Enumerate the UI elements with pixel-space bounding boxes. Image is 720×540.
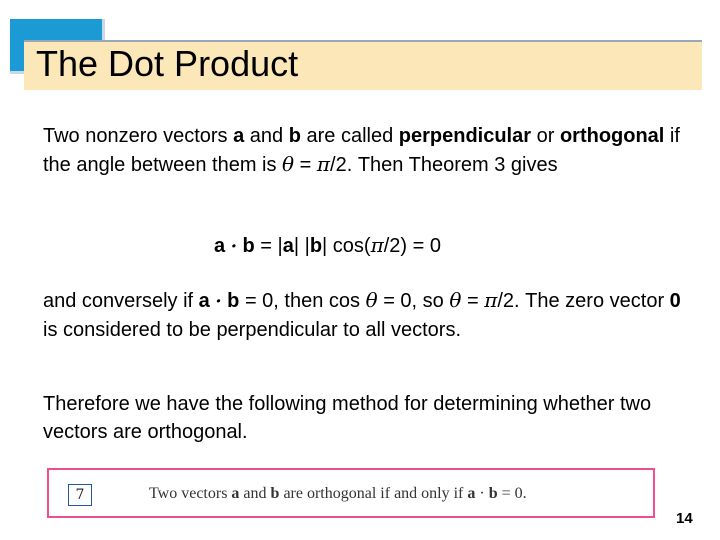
paragraph-method: Therefore we have the following method for determining whether two vectors are orthogonal. bbox=[43, 393, 652, 443]
vector-a: a bbox=[467, 485, 476, 502]
pi-symbol: π bbox=[316, 152, 331, 176]
text-segment: | | bbox=[293, 235, 310, 257]
text-segment: = bbox=[461, 290, 485, 312]
term-orthogonal: orthogonal bbox=[559, 125, 665, 147]
theta-symbol: θ bbox=[365, 288, 378, 312]
text-segment: = 0, so bbox=[377, 290, 450, 312]
theorem-number: 7 bbox=[68, 484, 92, 506]
vector-a: a bbox=[198, 290, 210, 312]
text-segment: and conversely if bbox=[43, 290, 199, 312]
vector-a: a bbox=[231, 485, 240, 502]
text-segment: Two nonzero vectors bbox=[43, 125, 234, 147]
vector-a: a bbox=[233, 125, 245, 147]
vector-a: a bbox=[214, 235, 226, 257]
vector-b: b bbox=[270, 485, 280, 502]
vector-a: a bbox=[282, 235, 294, 257]
term-perpendicular: perpendicular bbox=[398, 125, 532, 147]
text-segment: /2. The zero vector bbox=[497, 290, 670, 312]
text-segment: = bbox=[294, 154, 317, 176]
theorem-box bbox=[47, 468, 655, 518]
vector-b: b bbox=[309, 235, 323, 257]
text-segment: are orthogonal if and only if bbox=[279, 485, 468, 502]
dot-operator: · bbox=[475, 485, 489, 502]
text-segment: | cos( bbox=[322, 235, 371, 257]
theta-symbol: θ bbox=[282, 152, 295, 176]
text-segment: are called bbox=[300, 125, 399, 147]
dot-operator: · bbox=[215, 291, 222, 312]
text-segment: /2) = 0 bbox=[383, 235, 442, 257]
vector-b: b bbox=[227, 290, 240, 312]
dot-operator: · bbox=[230, 236, 237, 257]
equation-dot-product bbox=[214, 231, 441, 261]
text-segment: = | bbox=[254, 235, 283, 257]
text-segment: = 0, then cos bbox=[239, 290, 366, 312]
paragraph-converse bbox=[43, 286, 683, 344]
paragraph-definition bbox=[43, 122, 683, 179]
vector-b: b bbox=[288, 125, 301, 147]
text-segment: and bbox=[239, 485, 271, 502]
zero-vector: 0 bbox=[669, 290, 681, 312]
text-segment: = 0. bbox=[497, 485, 527, 502]
text-segment: is considered to be perpendicular to all vectors. bbox=[43, 319, 462, 341]
vector-b: b bbox=[242, 235, 255, 257]
theorem-statement bbox=[149, 483, 527, 505]
text-segment: /2. Then Theorem 3 gives bbox=[330, 154, 558, 176]
theta-symbol: θ bbox=[449, 288, 462, 312]
text-segment: or bbox=[531, 125, 560, 147]
page-number: 14 bbox=[676, 510, 693, 527]
text-segment: if the angle between them is bbox=[43, 125, 680, 176]
slide-title: The Dot Product bbox=[36, 43, 299, 84]
text-segment: and bbox=[244, 125, 289, 147]
pi-symbol: π bbox=[484, 288, 498, 312]
text-segment: Two vectors bbox=[149, 485, 232, 502]
pi-symbol: π bbox=[370, 233, 384, 257]
vector-b: b bbox=[488, 485, 498, 502]
